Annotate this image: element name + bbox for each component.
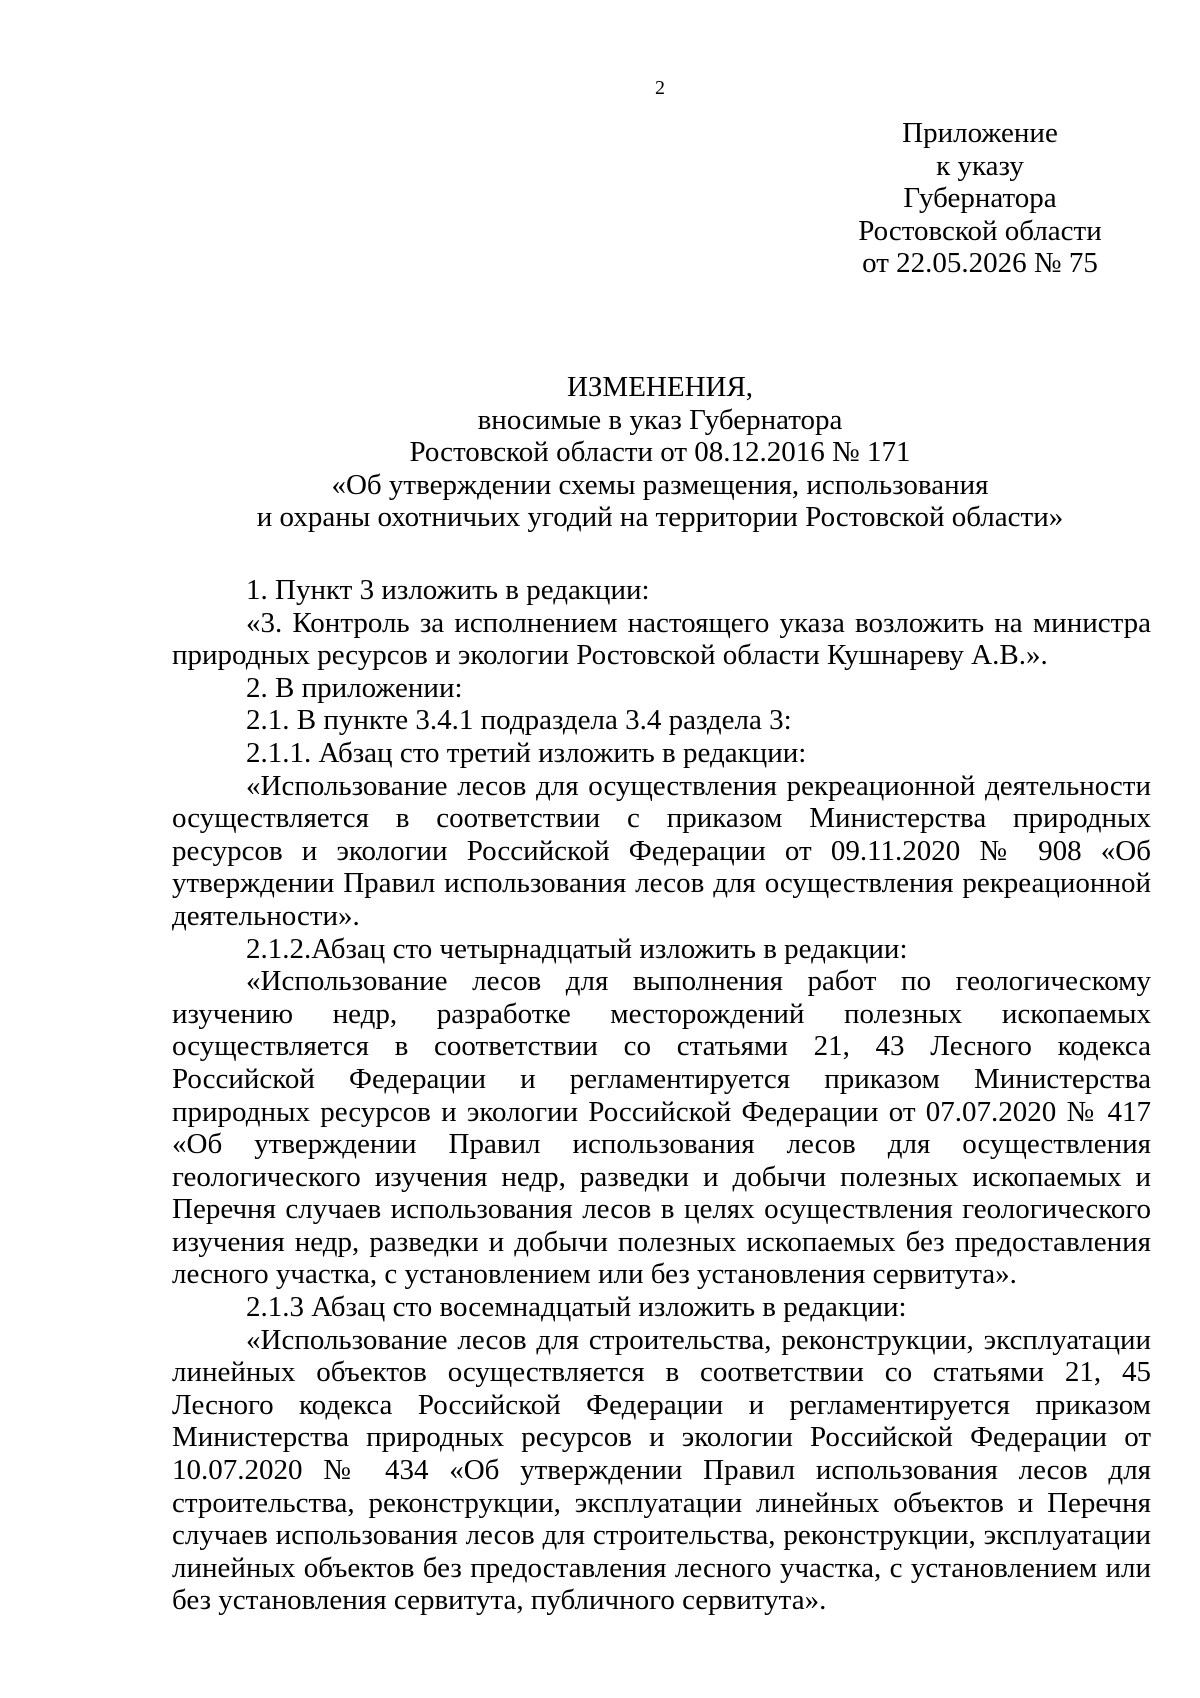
paragraph: 2. В приложении: bbox=[246, 671, 463, 704]
annex-line: Ростовской области bbox=[858, 214, 1102, 247]
annex-line: от 22.05.2026 № 75 bbox=[862, 247, 1098, 279]
paragraph: 2.1.3 Абзац сто восемнадцатый изложить в редакции: bbox=[246, 1291, 907, 1324]
paragraph: 2.1. В пункте 3.4.1 подраздела 3.4 раздела 3: bbox=[246, 704, 792, 737]
title-line: «Об утверждении схемы размещения, использования bbox=[331, 468, 989, 501]
annex-line: к указу bbox=[936, 149, 1024, 182]
document-body bbox=[172, 574, 1151, 1617]
paragraph: «Использование лесов для выполнения работ по геологическому изучению недр, разработке месторождений полезных ископаемых осуществляется в соответствии со статьями 21, 43 Лесного кодекса Российской Федерации и регламентируется приказом Министерства природных ресурсов и экологии Российской Федерации от 07.07.2020 № 417 «Об утверждении Правил использования лесов для осуществления геологического изучения недр, разведки и добычи полезных ископаемых и Перечня случаев использования лесов в целях осуществления геологического изучения недр, разведки и добычи полезных ископаемых без предоставления лесного участка, с установлением или без установления сервитута». bbox=[172, 965, 1151, 1291]
paragraph: «3. Контроль за исполнением настоящего указа возложить на министра природных ресурсов и экологии Ростовской области Кушнареву А.В.». bbox=[172, 606, 1151, 672]
paragraph: «Использование лесов для строительства, реконструкции, эксплуатации линейных объектов осуществляется в соответствии со статьями 21, 45 Лесного кодекса Российской Федерации и регламентируется приказом Министерства природных ресурсов и экологии Российской Федерации от 10.07.2020 № 434 «Об утверждении Правил использования лесов для строительства, реконструкции, эксплуатации линейных объектов и Перечня случаев использования лесов для строительства, реконструкции, эксплуатации линейных объектов без предоставления лесного участка, с установлением или без установления сервитута, публичного сервитута». bbox=[172, 1323, 1151, 1617]
document-title bbox=[170, 371, 1150, 534]
title-line: ИЗМЕНЕНИЯ, bbox=[566, 371, 754, 403]
title-line: и охраны охотничьих угодий на территории Ростовской области» bbox=[256, 501, 1064, 533]
annex-line: Губернатора bbox=[903, 182, 1057, 214]
title-line: вносимые в указ Губернатора bbox=[477, 403, 843, 436]
page-number: 2 bbox=[655, 77, 665, 99]
paragraph: 2.1.2.Абзац сто четырнадцатый изложить в редакции: bbox=[246, 932, 908, 965]
title-line: Ростовской области от 08.12.2016 № 171 bbox=[409, 436, 911, 468]
annex-block bbox=[830, 117, 1130, 280]
paragraph: «Использование лесов для осуществления рекреационной деятельности осуществляется в соответствии с приказом Министерства природных ресурсов и экологии Российской Федерации от 09.11.2020 № 908 «Об утверждении Правил использования лесов для осуществления рекреационной деятельности». bbox=[172, 769, 1151, 932]
annex-line: Приложение bbox=[902, 117, 1058, 149]
paragraph: 1. Пункт 3 изложить в редакции: bbox=[246, 574, 650, 606]
paragraph: 2.1.1. Абзац сто третий изложить в редакции: bbox=[246, 736, 807, 769]
